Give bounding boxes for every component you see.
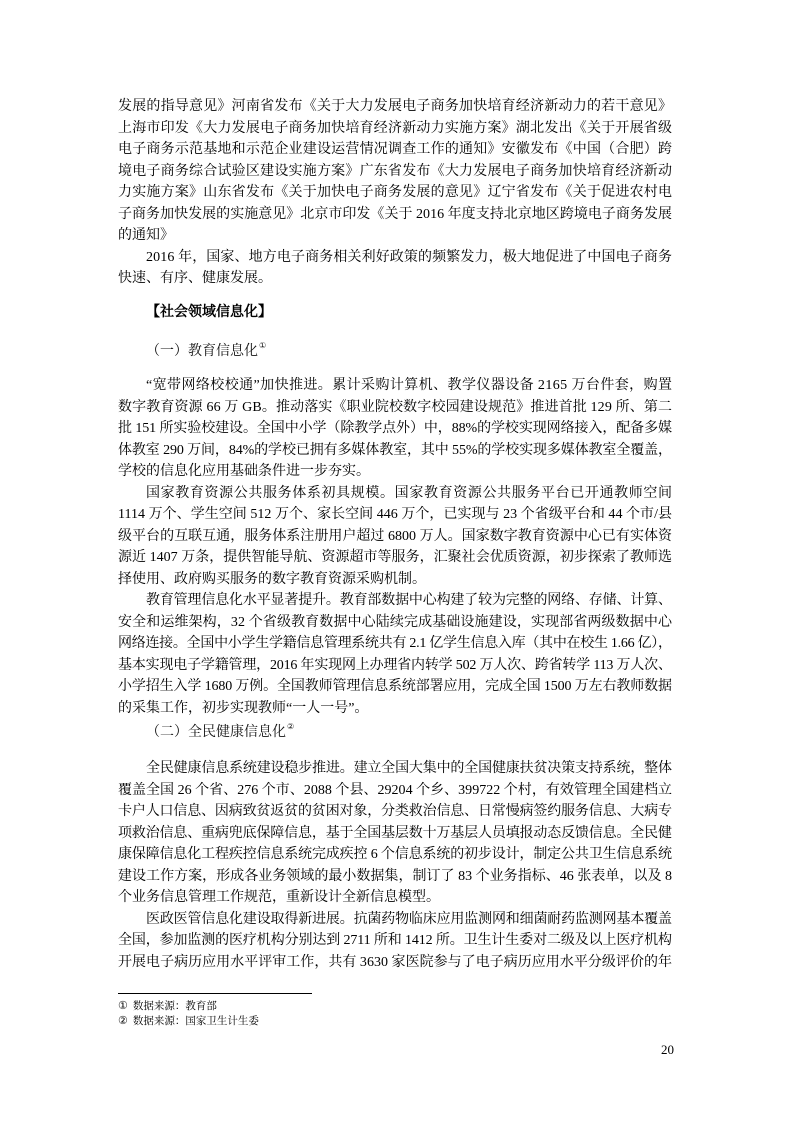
text-line: 网络连接。全国中小学生学籍信息管理系统共有 2.1 亿学生信息入库（其中在校生 1.66 亿）， bbox=[118, 636, 672, 652]
text-line: 医政医管信息化建设取得新进展。抗菌药物临床应用监测网和细菌耐药监测网基本覆盖 bbox=[146, 911, 672, 927]
subsection-heading-text: （二）全民健康信息化 bbox=[146, 725, 286, 741]
text-column bbox=[118, 96, 672, 973]
text-line: 电子商务示范基地和示范企业建设运营情况调查工作的通知》安徽发布《中国（合肥）跨 bbox=[118, 142, 673, 157]
paragraph bbox=[118, 483, 672, 591]
text-line: 开展电子病历应用水平评审工作，共有 3630 家医院参与了电子病历应用水平分级评价的年 bbox=[118, 954, 673, 970]
footnote-text: 数据来源：国家卫生计生委 bbox=[132, 1016, 259, 1027]
footnote-ref: ② bbox=[287, 722, 295, 732]
text-line: 教育管理信息化水平显著提升。教育部数据中心构建了较为完整的网络、存储、计算、 bbox=[146, 593, 672, 609]
footnote-mark: ① bbox=[118, 1000, 128, 1012]
text-line: 国家教育资源公共服务体系初具规模。国家教育资源公共服务平台已开通教师空间 bbox=[146, 485, 673, 501]
text-line: 的采集工作，初步实现教师“一人一号”。 bbox=[118, 700, 369, 716]
text-line: 源近 1407 万条，提供智能导航、资源超市等服务，汇聚社会优质资源，初步探索了教师选 bbox=[118, 550, 673, 566]
text-line: 项救治信息、重病兜底保障信息，基于全国基层数十万基层人员填报动态反馈信息。全民健 bbox=[118, 825, 672, 841]
text-line: 发展的指导意见》河南省发布《关于大力发展电子商务加快培育经济新动力的若干意见》 bbox=[118, 99, 673, 114]
text-line: 的通知》 bbox=[118, 228, 174, 243]
subsection-heading-education bbox=[118, 341, 672, 363]
text-line: 上海市印发《大力发展电子商务加快培育经济新动力实施方案》湖北发出《关于开展省级 bbox=[118, 120, 673, 136]
subsection-heading-health bbox=[118, 722, 672, 744]
footnote-ref: ① bbox=[259, 341, 267, 351]
text-line: 覆盖全国 26 个省、276 个市、2088 个县、29204 个乡、399722 个村，有效管理全国建档立 bbox=[118, 782, 673, 798]
footnotes bbox=[118, 999, 672, 1029]
text-line: 子商务加快发展的实施意见》北京市印发《关于 2016 年度支持北京地区跨境电子商务发展 bbox=[118, 206, 673, 222]
text-line: 基本实现电子学籍管理，2016 年实现网上办理省内转学 502 万人次、跨省转学 113 万人次、 bbox=[118, 657, 672, 673]
text-line: “宽带网络校校通”加快推进。累计采购计算机、教学仪器设备 2165 万台件套，购置 bbox=[146, 378, 673, 394]
text-line: 安全和运维架构，32 个省级教育数据中心陆续完成基础设施建设，实现部省两级数据中心 bbox=[118, 614, 673, 630]
text-line: 1114 万个、学生空间 512 万个、家长空间 446 万个，已实现与 23 个省级平台和 44 个市/县 bbox=[118, 507, 673, 523]
paragraph bbox=[118, 758, 672, 909]
footnote-separator bbox=[118, 993, 312, 994]
text-line: 境电子商务综合试验区建设实施方案》广东省发布《大力发展电子商务加快培育经济新动 bbox=[118, 163, 673, 179]
text-line: 择使用、政府购买服务的数字教育资源采购机制。 bbox=[118, 571, 426, 587]
text-line: 卡户人口信息、因病致贫返贫的贫困对象，分类救治信息、日常慢病签约服务信息、大病专 bbox=[118, 804, 672, 820]
paragraph bbox=[118, 909, 672, 974]
text-line: 数字教育资源 66 万 GB。推动落实《职业院校数字校园建设规范》推进首批 129 所、第二 bbox=[118, 399, 673, 415]
text-line: 体教室 290 万间，84%的学校已拥有多媒体教室，其中 55%的学校实现多媒体教室全覆盖， bbox=[118, 442, 672, 458]
section-heading: 【社会领域信息化】 bbox=[146, 305, 272, 321]
subsection-heading-text: （一）教育信息化 bbox=[146, 344, 258, 360]
footnote bbox=[118, 999, 672, 1014]
text-line: 小学招生入学 1680 万例。全国教师管理信息系统部署应用，完成全国 1500 万左右教师数据 bbox=[118, 679, 672, 695]
page-number: 20 bbox=[661, 1042, 674, 1057]
footnote-text: 数据来源：教育部 bbox=[132, 1001, 217, 1012]
text-line: 快速、有序、健康发展。 bbox=[118, 271, 272, 286]
text-line: 力实施方案》山东省发布《关于加快电子商务发展的意见》辽宁省发布《关于促进农村电 bbox=[118, 185, 673, 200]
footnote-mark: ② bbox=[118, 1015, 128, 1027]
paragraph bbox=[118, 247, 672, 290]
text-line: 全国，参加监测的医疗机构分别达到 2711 所和 1412 所。卫生计生委对二级及以上医疗机构 bbox=[118, 933, 672, 949]
paragraph bbox=[118, 375, 672, 483]
paragraph bbox=[118, 96, 672, 247]
text-line: 康保障信息化工程疾控信息系统完成疾控 6 个信息系统的初步设计，制定公共卫生信息系统 bbox=[118, 847, 672, 863]
text-line: 建设工作方案，形成各业务领域的最小数据集，制订了 83 个业务指标、46 张表单，以及 8 bbox=[118, 868, 673, 884]
footnote bbox=[118, 1014, 672, 1029]
text-line: 2016 年，国家、地方电子商务相关利好政策的频繁发力，极大地促进了中国电子商务 bbox=[146, 249, 673, 265]
text-line: 学校的信息化应用基础条件进一步夯实。 bbox=[118, 464, 370, 480]
text-line: 全民健康信息系统建设稳步推进。建立全国大集中的全国健康扶贫决策支持系统，整体 bbox=[146, 761, 672, 777]
text-line: 个业务信息管理工作规范，重新设计全新信息模型。 bbox=[118, 890, 440, 906]
paragraph bbox=[118, 590, 672, 719]
text-line: 批 151 所实验校建设。全国中小学（除教学点外）中，88%的学校实现网络接入，配备多媒 bbox=[118, 421, 672, 437]
text-line: 级平台的互联互通，服务体系注册用户超过 6800 万人。国家数字教育资源中心已有实体资 bbox=[118, 528, 673, 544]
